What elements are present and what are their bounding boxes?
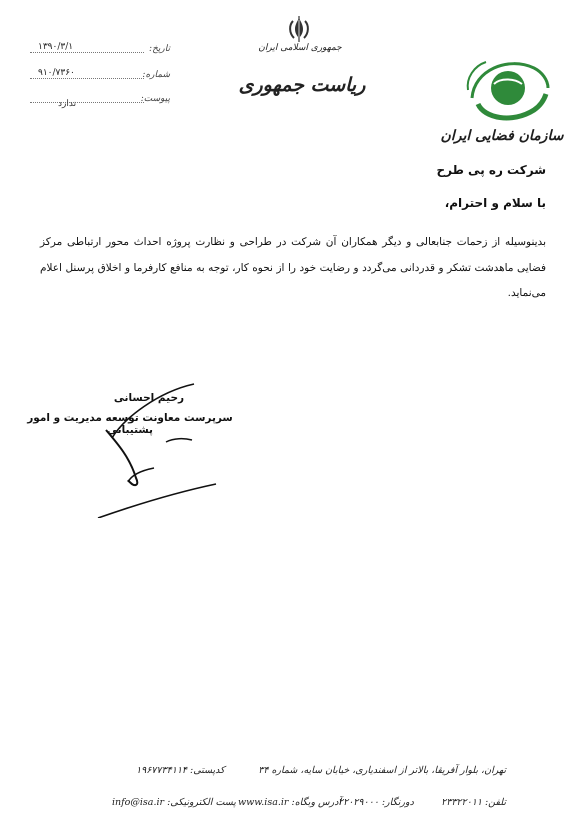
iran-emblem-icon [284, 16, 314, 42]
recipient: شرکت ره پی طرح [436, 163, 546, 177]
footer-website[interactable]: آدرس وبگاه: www.isa.ir [238, 797, 342, 808]
number-underline [30, 78, 144, 79]
organization-name: سازمان فضایی ایران [440, 128, 564, 144]
attachment-underline [30, 102, 144, 103]
attachment-field [30, 90, 170, 106]
footer-address: تهران، بلوار آفریقا، بالاتر از اسفندیاری، خیابان سایه، شماره ۳۴ [258, 765, 506, 776]
country-name: جمهوری اسلامی ایران [258, 43, 342, 53]
date-value: ۱۳۹۰/۳/۱ [38, 42, 74, 52]
number-label: شماره: [142, 70, 170, 80]
space-agency-logo-icon [464, 54, 550, 124]
letter-body: بدینوسیله از زحمات جنابعالی و دیگر همکاران آن شرکت در طراحی و نظارت پروژه احداث محور ارتباطی مرکز فضایی ماهدشت تشکر و قدردانی می‌گردد و رضایت خود را از نحوه کار، توجه به منافع کارفرما و اخلاق پرسنل اعلام می‌نماید. [40, 236, 546, 299]
signer-title: سرپرست معاونت توسعه مدیریت و امور پشتیبانی [27, 412, 233, 436]
date-field [30, 40, 170, 56]
salutation: با سلام و احترام، [444, 196, 546, 210]
date-underline [30, 52, 144, 53]
attachment-label: پیوست: [140, 94, 170, 104]
signer-name: رحیم احسانی [113, 392, 185, 404]
date-label: تاریخ: [149, 44, 170, 54]
footer-phone: تلفن: ۲۳۳۲۲۰۱۱ [441, 797, 506, 808]
footer-fax: دورنگار: ۲۲۰۲۹۰۰۰ [338, 797, 414, 808]
number-value: ۹۱۰/۷۳۶۰ [38, 68, 75, 78]
number-field [30, 66, 170, 82]
footer-email[interactable]: پست الکترونیکی: info@isa.ir [112, 797, 236, 808]
office-title: ریاست جمهوری [238, 74, 366, 96]
attachment-value: ندارد [58, 99, 77, 109]
footer-postal-code: کدپستی: ۱۹۶۷۷۳۴۱۱۴ [136, 765, 225, 776]
